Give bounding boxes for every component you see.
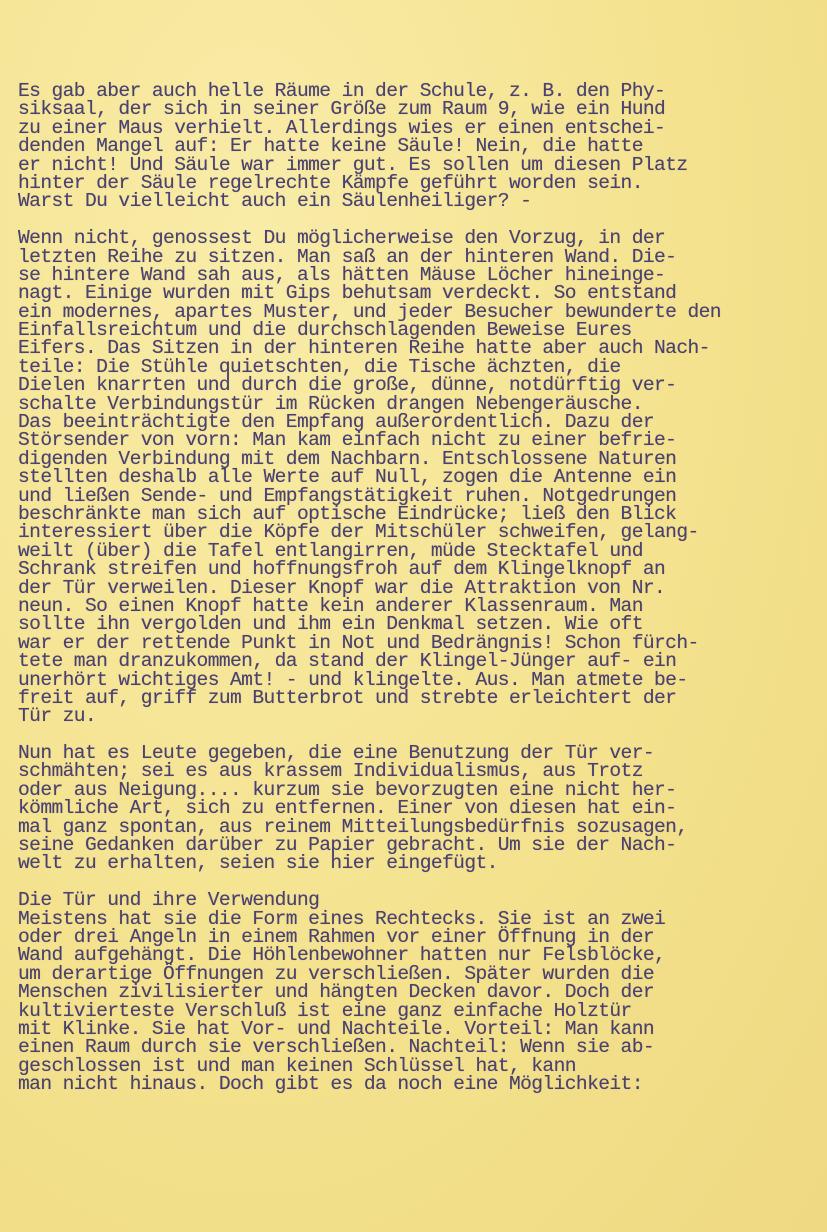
text-line: war er der rettende Punkt in Not und Bedrängnis! Schon fürch- xyxy=(18,631,699,654)
text-line: oder drei Angeln in einem Rahmen vor einer Öffnung in der xyxy=(18,925,655,948)
text-line: nagt. Einige wurden mit Gips behutsam verdeckt. So entstand xyxy=(18,282,677,305)
text-line: ein modernes, apartes Muster, und jeder Besucher bewunderte den xyxy=(18,300,721,323)
text-line: denden Mangel auf: Er hatte keine Säule! Nein, die hatte xyxy=(18,135,643,158)
text-line: Einfallsreichtum und die durchschlagenden Beweise Eures xyxy=(18,319,632,342)
text-line: Dielen knarrten und durch die große, dünne, notdürftig ver- xyxy=(18,374,677,397)
text-line: Das beeinträchtigte den Empfang außerordentlich. Dazu der xyxy=(18,411,655,434)
paragraph xyxy=(18,229,818,726)
text-line: Wand aufgehängt. Die Höhlenbewohner hatten nur Felsblöcke, xyxy=(18,944,666,967)
text-line: und ließen Sende- und Empfangstätigkeit ruhen. Notgedrungen xyxy=(18,484,677,507)
page-text xyxy=(18,82,818,1112)
paragraph xyxy=(18,889,818,1096)
text-line: Störsender von vorn: Man kam einfach nicht zu einer befrie- xyxy=(18,429,677,452)
text-line: stellten deshalb alle Werte auf Null, zogen die Antenne ein xyxy=(18,466,677,489)
text-line: schalte Verbindungstür im Rücken drangen Nebengeräusche. xyxy=(18,392,643,415)
text-line: unerhört wichtiges Amt! - und klingelte. Aus. Man atmete be- xyxy=(18,668,688,691)
text-line: welt zu erhalten, seien sie hier eingefügt. xyxy=(18,852,498,875)
text-line: der Tür verweilen. Dieser Knopf war die Attraktion von Nr. xyxy=(18,576,666,599)
text-line: se hintere Wand sah aus, als hätten Mäuse Löcher hineinge- xyxy=(18,263,666,286)
text-line: tete man dranzukommen, da stand der Klingel-Jünger auf- ein xyxy=(18,650,677,673)
text-line: digenden Verbindung mit dem Nachbarn. Entschlossene Naturen xyxy=(18,447,677,470)
text-line: sollte ihn vergolden und ihm ein Denkmal setzen. Wie oft xyxy=(18,613,643,636)
text-line: kultivierteste Verschluß ist eine ganz einfache Holztür xyxy=(18,999,632,1022)
text-line: Meistens hat sie die Form eines Rechtecks. Sie ist an zwei xyxy=(18,907,666,930)
text-line: geschlossen ist und man keinen Schlüssel hat, kann xyxy=(18,1054,576,1077)
text-line: neun. So einen Knopf hatte kein anderer Klassenraum. Man xyxy=(18,594,643,617)
text-line: beschränkte man sich auf optische Eindrücke; ließ den Blick xyxy=(18,502,677,525)
text-line: oder aus Neigung.... kurzum sie bevorzugten eine nicht her- xyxy=(18,778,677,801)
text-line: Menschen zivilisierter und hängten Decken davor. Doch der xyxy=(18,981,655,1004)
text-line: seine Gedanken darüber zu Papier gebracht. Um sie der Nach- xyxy=(18,834,677,857)
text-line: Eifers. Das Sitzen in der hinteren Reihe hatte aber auch Nach- xyxy=(18,337,710,360)
text-line: interessiert über die Köpfe der Mitschüler schweifen, gelang- xyxy=(18,521,699,544)
text-line: um derartige Öffnungen zu verschließen. Später wurden die xyxy=(18,962,655,985)
text-line: Wenn nicht, genossest Du möglicherweise den Vorzug, in der xyxy=(18,227,666,250)
paragraph xyxy=(18,744,818,873)
text-line: kömmliche Art, sich zu entfernen. Einer von diesen hat ein- xyxy=(18,797,677,820)
text-line: man nicht hinaus. Doch gibt es da noch eine Möglichkeit: xyxy=(18,1073,643,1096)
paragraph xyxy=(18,82,818,211)
text-line: weilt (über) die Tafel entlangirren, müde Stecktafel und xyxy=(18,539,643,562)
text-line: teile: Die Stühle quietschten, die Tische ächzten, die xyxy=(18,355,621,378)
text-line: einen Raum durch sie verschließen. Nachteil: Wenn sie ab- xyxy=(18,1036,655,1059)
text-line: zu einer Maus verhielt. Allerdings wies er einen entschei- xyxy=(18,116,666,139)
text-line: hinter der Säule regelrechte Kämpfe geführt worden sein. xyxy=(18,171,643,194)
text-line: mit Klinke. Sie hat Vor- und Nachteile. Vorteil: Man kann xyxy=(18,1017,655,1040)
text-line: letzten Reihe zu sitzen. Man saß an der hinteren Wand. Die- xyxy=(18,245,677,268)
section-heading: Die Tür und ihre Verwendung xyxy=(18,889,320,912)
text-line: freit auf, griff zum Butterbrot und strebte erleichtert der xyxy=(18,686,677,709)
text-line: schmähten; sei es aus krassem Individualismus, aus Trotz xyxy=(18,760,643,783)
text-line: Schrank streifen und hoffnungsfroh auf dem Klingelknopf an xyxy=(18,558,666,581)
text-line: Nun hat es Leute gegeben, die eine Benutzung der Tür ver- xyxy=(18,742,655,765)
text-line: Warst Du vielleicht auch ein Säulenheiliger? - xyxy=(18,190,532,213)
text-line: mal ganz spontan, aus reinem Mitteilungsbedürfnis sozusagen, xyxy=(18,815,688,838)
text-line: siksaal, der sich in seiner Größe zum Raum 9, wie ein Hund xyxy=(18,98,666,121)
text-line: er nicht! Und Säule war immer gut. Es sollen um diesen Platz xyxy=(18,153,688,176)
text-line: Tür zu. xyxy=(18,705,97,728)
text-line: Es gab aber auch helle Räume in der Schule, z. B. den Phy- xyxy=(18,80,666,102)
